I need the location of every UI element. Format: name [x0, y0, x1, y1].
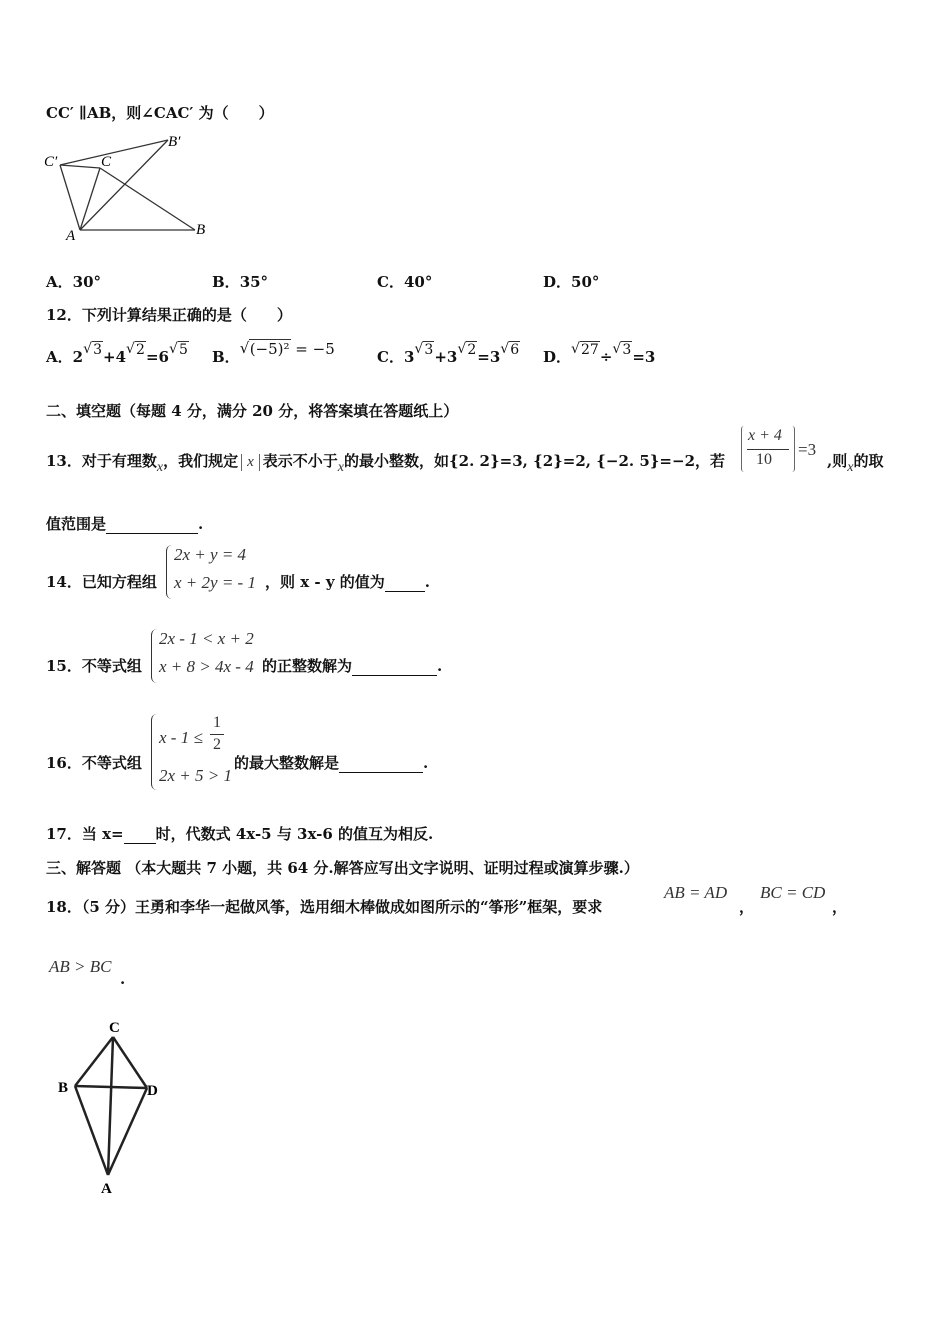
- q11-triangle-figure: [40, 130, 220, 245]
- q13-answer-blank[interactable]: [106, 519, 198, 534]
- q15-label: 15．不等式组: [46, 657, 142, 675]
- q12-option-b: B． √ (−5)² = −5: [212, 339, 335, 366]
- label-b-prime: B′: [168, 134, 181, 150]
- label-c-prime: C′: [44, 154, 58, 170]
- section-3-heading: 三、解答题 （本大题共 7 小题，共 64 分.解答应写出文字说明、证明过程或演算步骤.）: [46, 859, 639, 877]
- label-a: A: [66, 228, 76, 244]
- q14-answer-blank[interactable]: [385, 577, 425, 592]
- q18-text: 18．（5 分）王勇和李华一起做风筝，选用细木棒做成如图所示的“筝形”框架，要求: [46, 898, 603, 916]
- q17-answer-blank[interactable]: [124, 829, 156, 844]
- q11-option-a: A．30°: [46, 273, 102, 291]
- q13-line2: 值范围是 .: [46, 515, 204, 533]
- label-b: B: [196, 222, 206, 238]
- q11-stem: CC′ ∥AB，则∠CAC′ 为（ ）: [46, 104, 274, 122]
- q18-cond-1: AB = AD: [664, 883, 728, 902]
- q14-tail: ，则 x - y 的值为 .: [265, 573, 431, 591]
- q12-option-a: A．2 √ 3+4 √ 2=6 √ 5: [46, 341, 188, 366]
- q12-stem: 12．下列计算结果正确的是（ ）: [46, 306, 292, 324]
- q18-comma-2: ，: [832, 898, 848, 916]
- q16-label: 16．不等式组: [46, 754, 142, 772]
- q18-comma-1: ，: [739, 898, 755, 916]
- q18-cond-2: BC = CD: [760, 883, 826, 902]
- q18-kite-figure: [55, 1015, 175, 1200]
- q14-label: 14．已知方程组: [46, 573, 157, 591]
- q18-end: .: [120, 970, 126, 988]
- q11-option-c: C．40°: [377, 273, 433, 291]
- q16-answer-blank[interactable]: [339, 758, 423, 773]
- q17-text: 17．当 x= 时，代数式 4x-5 与 3x-6 的值互为相反.: [46, 825, 434, 843]
- label-a: A: [101, 1181, 112, 1197]
- q12-option-c: C．3 √ 3+3 √ 2=3 √ 6: [377, 341, 520, 366]
- q13-eq: =3: [798, 440, 817, 459]
- q12-option-d: D． √ 27÷ √ 3=3: [543, 341, 656, 366]
- q15-tail: 的正整数解为 .: [262, 657, 443, 675]
- label-c: C: [109, 1020, 120, 1036]
- q13-fraction: x + 4 10: [741, 426, 795, 472]
- q11-option-d: D．50°: [543, 273, 600, 291]
- q13-tail: ,则x的取: [827, 452, 884, 475]
- label-c: C: [101, 154, 112, 170]
- q18-cond-3: AB > BC: [49, 957, 112, 976]
- q13-text: 13．对于有理数x，我们规定 x 表示不小于x的最小整数，如{2. 2}=3, {2}=2, {−2. 5}=−2，若: [46, 452, 726, 475]
- q15-answer-blank[interactable]: [352, 661, 437, 676]
- q16-tail: 的最大整数解是 .: [234, 754, 429, 772]
- label-b: B: [58, 1080, 69, 1096]
- q11-option-b: B．35°: [212, 273, 269, 291]
- label-d: D: [147, 1083, 158, 1099]
- section-2-heading: 二、填空题（每题 4 分，满分 20 分，将答案填在答题纸上）: [46, 402, 459, 420]
